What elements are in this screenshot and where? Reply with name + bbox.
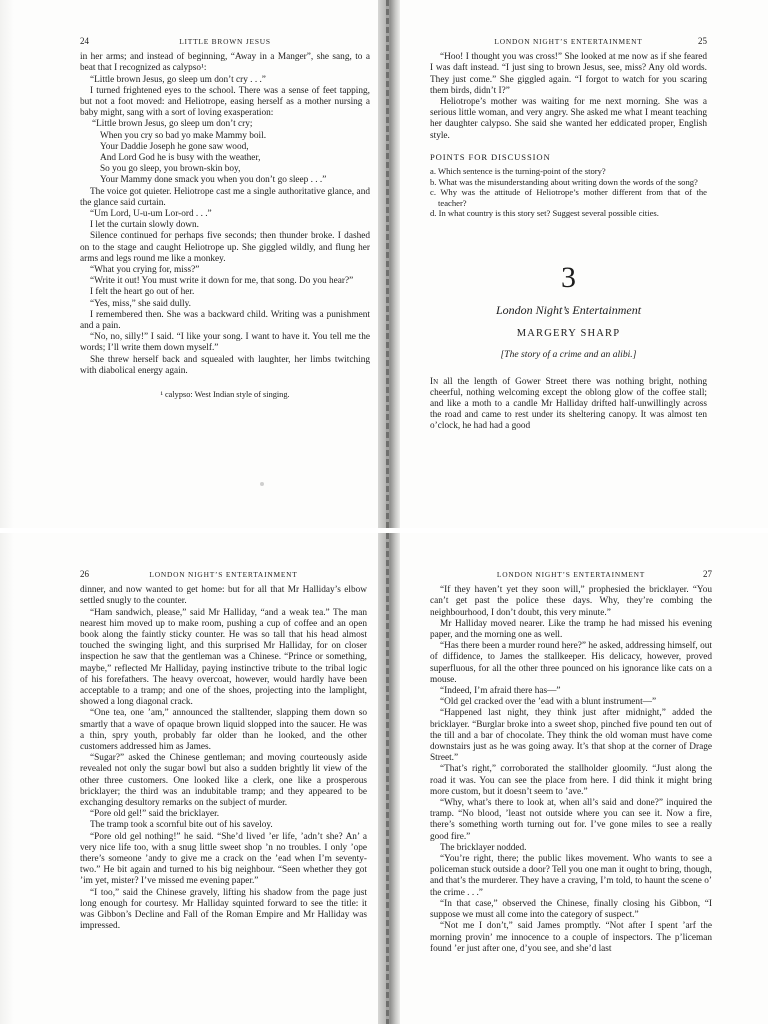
discussion-question: b. What was the misunderstanding about writing down the words of the song? <box>430 176 698 187</box>
print-speck <box>260 482 264 486</box>
chapter-opening <box>430 377 707 433</box>
discussion-question: a. Which sentence is the turning-point of the story? <box>430 166 606 177</box>
verse-line: “Little brown Jesus, go sleep um don’t cry; <box>92 119 253 130</box>
running-header <box>430 569 712 580</box>
paragraph: “In that case,” observed the Chinese, finally closing his Gibbon, “I suppose we must all come into the category of suspect.” <box>430 898 712 921</box>
paragraph: “What you crying for, miss?” <box>90 265 200 276</box>
book-gutter <box>378 533 400 1024</box>
verse-line: Your Daddie Joseph he gone saw wood, <box>100 141 249 152</box>
paragraph: dinner, and now wanted to get home: but for all that Mr Halliday’s elbow settled snugly to the counter. <box>80 585 367 607</box>
verse-line: So you go sleep, you brown-skin boy, <box>100 164 241 175</box>
paragraph: “Pore old gel nothing!” he said. “She’d lived ’er life, ’adn’t she? An’ a very nice life too, with a snug little sweet shop ’n no troubles. I only ’ope there’s someone ’andy to give me a crack on the ’ead when I’m seventy-two.” He bit again and turned to his big neighbour. “Seen whether they got ’im yet, mister? I’ve missed me evening paper.” <box>80 831 367 887</box>
paragraph: “If they haven’t yet they soon will,” prophesied the bricklayer. “You can’t get past the police these days. Why, they’re combing the neighbourhood, I don’t doubt, this very minute.” <box>430 585 712 618</box>
paragraph: I remembered then. She was a backward child. Writing was a punishment and a pain. <box>80 309 370 332</box>
book-gutter <box>378 0 400 528</box>
discussion-question: c. Why was the attitude of Heliotrope’s mother different from that of the teacher? <box>430 187 707 208</box>
paragraph: The tramp took a scornful bite out of his saveloy. <box>90 820 273 831</box>
paragraph: “Little brown Jesus, go sleep um don’t cry . . .” <box>90 74 266 85</box>
paragraph: Heliotrope’s mother was waiting for me next morning. She was a serious little woman, and very angry. She asked me what I meant teaching her daughter calypso. She said she wanted her eddicated proper, English style. <box>430 97 707 141</box>
running-head-title: LITTLE BROWN JESUS <box>179 37 271 46</box>
paragraph: She threw herself back and squealed with laughter, her limbs twitching with diabolical energy again. <box>80 354 370 376</box>
paragraph: “One tea, one ’am,” announced the stalltender, slapping them down so smartly that a wave of opaque brown liquid slopped into the saucer. He was a thin, spry youth, probably far older than he looked, and the other customers addressed him as James. <box>80 708 367 753</box>
paragraph: “Sugar?” asked the Chinese gentleman; and moving courteously aside revealed not only the sugar bowl but also a sudden brightly lit view of the other three customers. One looked like a clerk, one like a prosperous bricklayer; the third was an indubitable tramp; and they appeared to be exchanging desultory remarks on the subject of murder. <box>80 753 367 809</box>
chapter-subtitle: [The story of a crime and an alibi.] <box>500 349 637 361</box>
page-edge <box>0 533 14 1024</box>
paragraph: “Um Lord, U-u-um Lor-ord . . .” <box>90 209 212 220</box>
page-number: 25 <box>698 36 707 46</box>
discussion-question: d. In what country is this story set? Suggest several possible cities. <box>430 208 659 219</box>
paragraph: “Yes, miss,” she said dully. <box>90 298 191 309</box>
paragraph: “Indeed, I’m afraid there has—” <box>440 686 561 697</box>
paragraph: The bricklayer nodded. <box>440 842 527 853</box>
song-verse <box>92 119 370 186</box>
paragraph: “Why, what’s there to look at, when all’s said and done?” inquired the tramp. “No blood, ’least not outside where you can see it. Now a fire, there’s something worth turning out for. I’ve gone miles to see a really good fire.” <box>430 798 712 842</box>
discussion-heading: POINTS FOR DISCUSSION <box>430 151 551 162</box>
page-number: 26 <box>80 569 89 579</box>
bottom-spread <box>0 533 768 1024</box>
paragraph: “I too,” said the Chinese gravely, lifting his shadow from the page just long enough for courtesy. Mr Halliday squinted forward to see the title: it was Gibbon’s Decline and Fall of the Roman Empire and Mr Halliday was impressed. <box>80 887 367 932</box>
paragraph: “Happened last night, they think just after midnight,” added the bricklayer. “Burglar broke into a sweet shop, pinched five pound ten out of the till and a bar of chocolate. They think the old woman must have come downstairs just as he was going away. It’s that shop at the corner of Drage Street.” <box>430 708 712 764</box>
page-26 <box>80 569 367 933</box>
paragraph: I let the curtain slowly down. <box>90 220 199 231</box>
paragraph: I felt the heart go out of her. <box>90 287 195 298</box>
verse-line: And Lord God he is busy with the weather, <box>100 153 261 164</box>
page-25 <box>430 36 707 433</box>
paragraph: “No, no, silly!” I said. “I like your song. I want to have it. You tell me the words; I’ll write them down myself.” <box>80 332 370 354</box>
paragraph: “Old gel cracked over the ’ead with a blunt instrument—” <box>440 697 657 708</box>
paragraph: “Pore old gel!” said the bricklayer. <box>90 809 220 820</box>
running-head-title: LONDON NIGHT’S ENTERTAINMENT <box>496 570 646 579</box>
page-24 <box>80 36 370 400</box>
opening-text: all the length of Gower Street there was nothing bright, nothing cheerful, nothing welcoming except the oblong glow of the coffee stall; and like a moth to a candle Mr Halliday drifted half-unwillingly across the road and came to rest under its sheltering canopy. It was almost ten o’clock, he had had a good <box>430 376 707 432</box>
paragraph: “That’s right,” corroborated the stallholder gloomily. “Just along the road it was. You can see the place from here. I did think it might bring more custom, but it doesn’t seem to ’ave.” <box>430 764 712 797</box>
paragraph: I turned frightened eyes to the school. There was a sense of feet tapping, but not a foot moved: and Heliotrope, easing herself as a mother nursing a baby might, sang with a sort of loving exasperation: <box>80 85 370 119</box>
paragraph: The voice got quieter. Heliotrope cast me a single authoritative glance, and the glance said curtain. <box>80 186 370 208</box>
paragraph: “Ham sandwich, please,” said Mr Halliday, “and a weak tea.” The man nearest him moved up to make room, pushing a cup of coffee and an open book along the faintly sticky counter. He was so tall that his head almost touched the swinging light, and this surprised Mr Halliday, for on closer inspection he saw that the gentleman was a Chinese. “Prince or something, maybe,” reflected Mr Halliday, paying instinctive tribute to the tribal logic of his forefathers. The heavy overcoat, however, would hardly have been acceptable to a tramp; and one of the shoes, projecting into the lamplight, showed a long diagonal crack. <box>80 607 367 708</box>
paragraph: “Not me I don’t,” said James promptly. “Not after I spent ’arf the morning provin’ me innocence to a couple of inspectors. The p’liceman found ’er just after one, d’you see, and she’d last <box>430 921 712 954</box>
chapter-number: 3 <box>561 261 576 294</box>
page-number: 24 <box>80 36 89 46</box>
running-header <box>80 36 370 47</box>
page-27 <box>430 569 712 955</box>
page-number: 27 <box>703 569 712 579</box>
verse-line: When you cry so bad yo make Mammy boil. <box>100 130 267 141</box>
paragraph: “Write it out! You must write it down for me, that song. Do you hear?” <box>90 276 354 287</box>
running-header <box>80 569 367 580</box>
verse-line: Your Mammy done smack you when you don’t go sleep . . .” <box>100 175 327 186</box>
chapter-author: MARGERY SHARP <box>516 328 621 340</box>
paragraph: “You’re right, there; the public likes movement. Who wants to see a policeman stuck outside a door? Tell you one man it ought to bring, though, and that’s the murderer. They have a craving, I’m told, to haunt the scene o’ the crime . . .” <box>430 854 712 898</box>
running-head-title: LONDON NIGHT’S ENTERTAINMENT <box>149 570 298 579</box>
chapter-title: London Night’s Entertainment <box>495 303 642 317</box>
paragraph: Mr Halliday moved nearer. Like the tramp he had missed his evening paper, and the morning one as well. <box>430 618 712 641</box>
footnote: ¹ calypso: West Indian style of singing. <box>160 390 290 400</box>
running-header <box>430 36 707 47</box>
page-edge <box>0 0 14 528</box>
paragraph: “Has there been a murder round here?” he asked, addressing himself, out of diffidence, to James the stallkeeper. His delicacy, however, proved superfluous, for all the other three pounced on his ignorance like cats on a mouse. <box>430 641 712 685</box>
opening-lead-word: In <box>430 376 439 387</box>
paragraph: Silence continued for perhaps five seconds; then thunder broke. I dashed on to the stage and caught Heliotrope up. She giggled wildly, and flung her arms and legs round me like a monkey. <box>80 231 370 264</box>
paragraph: “Hoo! I thought you was cross!” She looked at me now as if she feared I was daft instead. “I just sing to brown Jesus, see, miss? Any old words. They just come.” She giggled again. “I forgot to watch for you scaring them birds, didn’t I?” <box>430 52 707 96</box>
paragraph: in her arms; and instead of beginning, “Away in a Manger”, she sang, to a beat that I recognized as calypso¹: <box>80 52 370 74</box>
running-head-title: LONDON NIGHT’S ENTERTAINMENT <box>494 37 643 46</box>
